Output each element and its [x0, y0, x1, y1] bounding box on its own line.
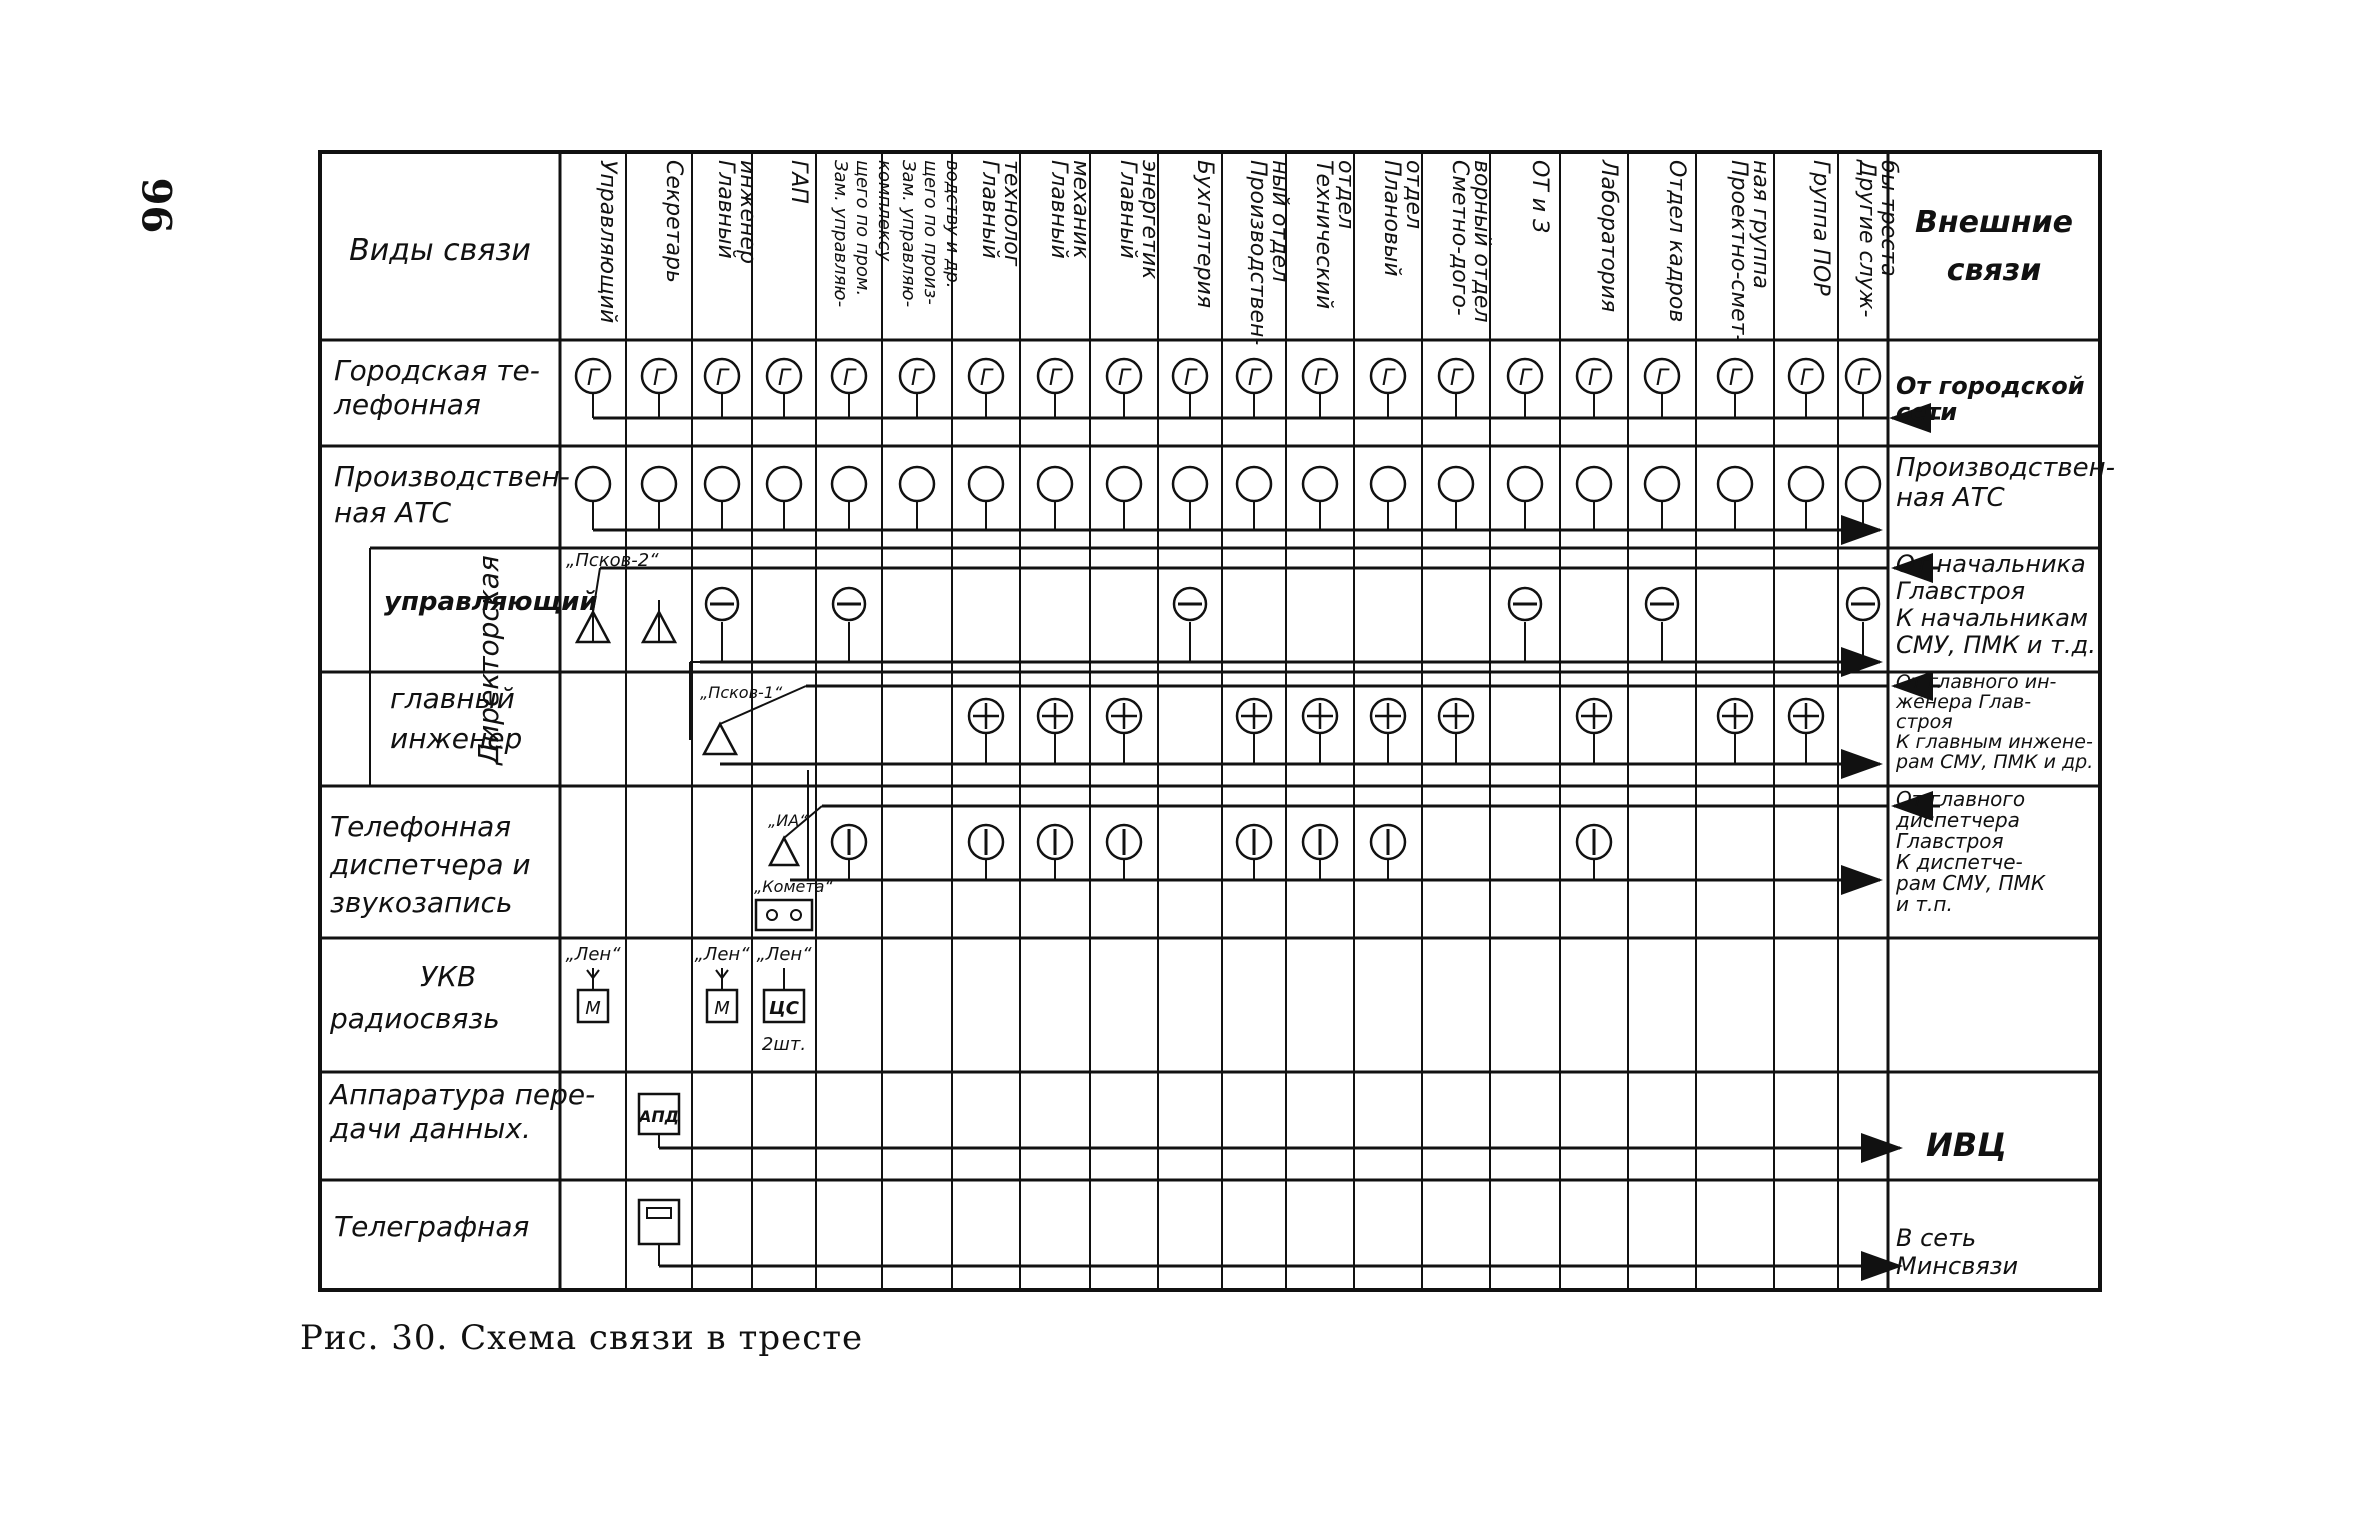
column-header-8: механик: [1068, 160, 1093, 259]
external-label-data: ИВЦ: [1926, 1126, 2007, 1164]
ats-phone-icon: [1371, 467, 1405, 501]
ats-phone-icon: [1789, 467, 1823, 501]
ats-phone-icon: [832, 467, 866, 501]
column-header-18: ная группа: [1748, 160, 1773, 289]
column-header-5: щего по пром.: [852, 160, 873, 297]
row-label-dispatch: звукозапись: [330, 886, 513, 919]
column-header-13: Плановый: [1379, 160, 1404, 277]
column-header-12: отдел: [1333, 160, 1358, 230]
external-label-dispatch: диспетчера: [1896, 808, 2020, 832]
ats-phone-icon: [969, 467, 1003, 501]
column-header-13: отдел: [1401, 160, 1426, 230]
pskov2-label: „Псков-2“: [566, 550, 659, 571]
column-header-7: технолог: [999, 160, 1024, 267]
row-label-dir-manager: управляющий: [384, 587, 598, 617]
city-phone-g-label: Г: [1247, 366, 1261, 391]
city-phone-g-label: Г: [777, 366, 791, 391]
city-phone-g-label: Г: [1048, 366, 1062, 391]
row-label-ats: Производствен-: [334, 460, 570, 493]
types-header-label: Виды связи: [349, 233, 531, 268]
city-phone-g-label: Г: [1655, 366, 1669, 391]
row-label-city: лефонная: [334, 388, 481, 421]
external-label-chief: женера Глав-: [1896, 691, 2032, 713]
row-label-data: Аппаратура пере-: [330, 1078, 596, 1111]
external-label-ats: Производствен-: [1896, 453, 2116, 483]
city-phone-g-label: Г: [1313, 366, 1327, 391]
external-label-dispatch: рам СМУ, ПМК: [1896, 871, 2046, 895]
column-header-9: Главный: [1115, 160, 1140, 259]
ats-phone-icon: [1237, 467, 1271, 501]
ats-phone-icon: [1718, 467, 1752, 501]
external-label-telegraph: В сеть: [1896, 1224, 1977, 1252]
column-header-9: энергетик: [1137, 160, 1162, 280]
ats-phone-icon: [1645, 467, 1679, 501]
city-phone-g-label: Г: [842, 366, 856, 391]
column-header-5: комплексу: [874, 160, 895, 262]
ats-phone-icon: [1107, 467, 1141, 501]
column-header-12: Технический: [1311, 160, 1336, 310]
external-label-manager: Главстроя: [1896, 577, 2026, 605]
column-header-14: ворный отдел: [1469, 160, 1494, 323]
radio-unit-chief-label: „Лен“: [694, 944, 750, 965]
row-label-data: дачи данных.: [330, 1112, 531, 1145]
column-header-5: Зам. управляю-: [830, 160, 851, 308]
city-phone-g-label: Г: [1449, 366, 1463, 391]
external-label-city: От городской: [1896, 372, 2085, 400]
row-label-dispatch: диспетчера и: [330, 848, 531, 881]
column-header-4: ГАП: [786, 160, 811, 204]
city-phone-g-label: Г: [1728, 366, 1742, 391]
ats-phone-icon: [1173, 467, 1207, 501]
external-header-label: связи: [1946, 253, 2042, 288]
row-label-telegraph: Телеграфная: [334, 1210, 530, 1243]
city-phone-g-label: Г: [910, 366, 924, 391]
column-header-11: ный отдел: [1267, 160, 1292, 283]
ats-phone-icon: [1303, 467, 1337, 501]
city-phone-g-label: Г: [1183, 366, 1197, 391]
figure-caption: Рис. 30. Схема связи в тресте: [300, 1318, 864, 1358]
ats-phone-icon: [1577, 467, 1611, 501]
city-phone-g-label: Г: [1117, 366, 1131, 391]
ats-phone-icon: [1508, 467, 1542, 501]
external-label-chief: От главного ин-: [1896, 671, 2057, 693]
external-label-manager: К начальникам: [1896, 604, 2089, 632]
external-label-dispatch: и т.п.: [1896, 892, 1953, 916]
column-header-1: Управляющий: [595, 160, 620, 324]
city-phone-g-label: Г: [979, 366, 993, 391]
external-header-label: Внешние: [1915, 205, 2073, 240]
city-phone-g-label: Г: [1381, 366, 1395, 391]
external-label-chief: К главным инжене-: [1896, 731, 2093, 753]
ia-label: „ИА“: [768, 811, 808, 830]
city-phone-g-label: Г: [715, 366, 729, 391]
pskov1-console-icon: [704, 724, 736, 754]
column-header-17: Отдел кадров: [1664, 160, 1689, 323]
ats-phone-icon: [576, 467, 610, 501]
ats-phone-icon: [767, 467, 801, 501]
telegraph-device-box: [639, 1200, 679, 1244]
external-label-telegraph: Минсвязи: [1896, 1252, 2019, 1280]
external-label-chief: строя: [1896, 711, 1953, 733]
column-header-3: Главный: [713, 160, 738, 259]
column-header-11: Производствен-: [1245, 160, 1270, 346]
apd-device-label: АПД: [638, 1107, 680, 1126]
city-phone-g-label: Г: [1587, 366, 1601, 391]
ats-phone-icon: [1846, 467, 1880, 501]
radio-unit-manager-box-label: М: [585, 998, 601, 1019]
ats-phone-icon: [642, 467, 676, 501]
city-phone-g-label: Г: [1856, 366, 1870, 391]
ia-console-icon: [770, 838, 798, 865]
row-label-dir-chief: главный: [390, 682, 515, 715]
row-label-city: Городская те-: [334, 354, 540, 387]
kometa-recorder-icon: [756, 900, 812, 930]
column-header-20: бы треста: [1876, 160, 1901, 277]
column-header-19: Группа ПОР: [1808, 160, 1833, 296]
external-label-manager: От начальника: [1896, 550, 2086, 578]
row-label-radio: радиосвязь: [330, 1002, 500, 1035]
external-label-dispatch: Главстроя: [1896, 829, 2004, 853]
column-header-16: Лаборатория: [1596, 160, 1621, 313]
column-header-7: Главный: [977, 160, 1002, 259]
external-label-dispatch: К диспетче-: [1896, 850, 2023, 874]
city-phone-g-label: Г: [586, 366, 600, 391]
external-label-ats: ная АТС: [1896, 483, 2005, 513]
external-label-dispatch: От главного: [1896, 787, 2026, 811]
column-header-10: Бухгалтерия: [1192, 160, 1217, 309]
radio-unit-manager-label: „Лен“: [565, 944, 621, 965]
column-header-2: Секретарь: [661, 160, 686, 283]
radio-unit-chief-box-label: М: [714, 998, 730, 1019]
row-label-dir-chief: инженер: [390, 722, 523, 755]
column-header-3: инженер: [735, 160, 760, 264]
radio-central-count-label: 2шт.: [761, 1034, 807, 1055]
ats-phone-icon: [1439, 467, 1473, 501]
external-label-city: сети: [1896, 398, 1958, 426]
column-header-20: Другие служ-: [1854, 160, 1879, 318]
row-label-director-group: Директорская: [472, 555, 505, 765]
city-phone-g-label: Г: [652, 366, 666, 391]
ats-phone-icon: [705, 467, 739, 501]
external-label-manager: СМУ, ПМК и т.д.: [1896, 631, 2096, 659]
column-header-15: ОТ и З: [1527, 160, 1552, 234]
page-number: 96: [132, 177, 180, 234]
row-label-ats: ная АТС: [334, 496, 452, 529]
radio-central-label: „Лен“: [756, 944, 812, 965]
ats-phone-icon: [900, 467, 934, 501]
column-header-6: водству и др.: [942, 160, 963, 289]
city-phone-g-label: Г: [1799, 366, 1813, 391]
column-header-18: Проектно-смет-: [1726, 160, 1751, 343]
table-frame: [320, 152, 2100, 1290]
pskov1-label: „Псков-1“: [700, 683, 783, 702]
radio-central-box-label: ЦС: [769, 998, 799, 1019]
city-phone-g-label: Г: [1518, 366, 1532, 391]
kometa-label: „Комета“: [754, 877, 833, 896]
ats-phone-icon: [1038, 467, 1072, 501]
row-label-radio: УКВ: [420, 960, 477, 993]
column-header-6: щего по произ-: [920, 160, 941, 305]
external-label-chief: рам СМУ, ПМК и др.: [1896, 751, 2094, 773]
table-grid: [320, 152, 2100, 1290]
column-header-14: Сметно-дого-: [1447, 160, 1472, 316]
row-label-dispatch: Телефонная: [330, 810, 512, 843]
column-header-8: Главный: [1046, 160, 1071, 259]
column-header-6: Зам. управляю-: [898, 160, 919, 308]
